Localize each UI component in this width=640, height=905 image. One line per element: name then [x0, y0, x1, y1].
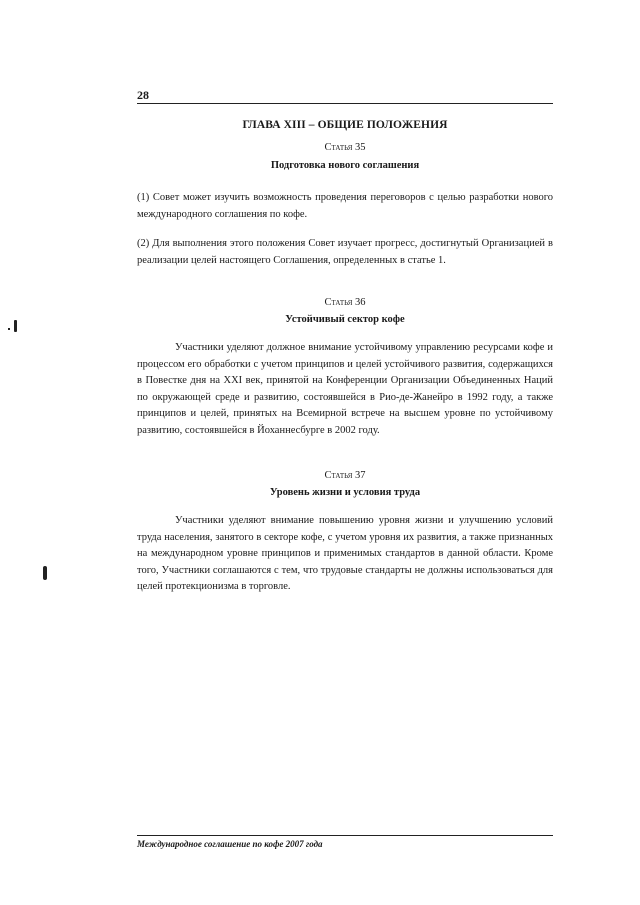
chapter-title: ГЛАВА XIII – ОБЩИЕ ПОЛОЖЕНИЯ — [242, 119, 448, 131]
footer-rule — [137, 835, 553, 836]
scan-speck-middle — [43, 566, 47, 580]
article-35-title: Подготовка нового соглашения — [270, 160, 420, 171]
article-37-title: Уровень жизни и условия труда — [269, 487, 421, 498]
article-35-paragraph-1: (1) Совет может изучить возможность проведения переговоров с целью разработки нового международного соглашения по кофе. — [137, 192, 553, 220]
article-37-paragraph-1: Участники уделяют внимание повышению уровня жизни и улучшению условий труда населения, занятого в секторе кофе, с учетом уровня их развития, а также признанных на международном уровне принципов и применимых стандартов в данной области. Кроме того, Участники соглашаются с тем, что трудовые стандарты не должны использоваться для целей протекционизма в торговле. — [137, 515, 553, 592]
article-36-title: Устойчивый сектор кофе — [285, 314, 405, 325]
article-35-paragraph-2: (2) Для выполнения этого положения Совет изучает прогресс, достигнутый Организацией в реализации целей настоящего Соглашения, определенных в статье 1. — [137, 238, 553, 266]
article-37-number: Статья 37 — [324, 470, 366, 481]
scan-speck-top — [14, 320, 17, 332]
article-36-number: Статья 36 — [324, 297, 366, 308]
article-36-paragraph-1: Участники уделяют должное внимание устойчивому управлению ресурсами кофе и процессом его обработки с учетом принципов и целей устойчивого развития, содержащихся в Повестке дня на XXI век, принятой на Конференции Организации Объединенных Наций по окружающей среде и развитию, состоявшейся в Рио-де-Жанейро в 1992 году, а также принципов и целей, принятых на Всемирной встрече на высшем уровне по устойчивому развитию, состоявшейся в Йоханнесбурге в 2002 году. — [137, 342, 553, 436]
scan-speck-top-dot — [8, 328, 10, 330]
page-footer: Международное соглашение по кофе 2007 года — [137, 839, 323, 849]
article-35-number: Статья 35 — [324, 142, 366, 153]
page-number: 28 — [137, 88, 149, 102]
header-rule — [137, 103, 553, 104]
